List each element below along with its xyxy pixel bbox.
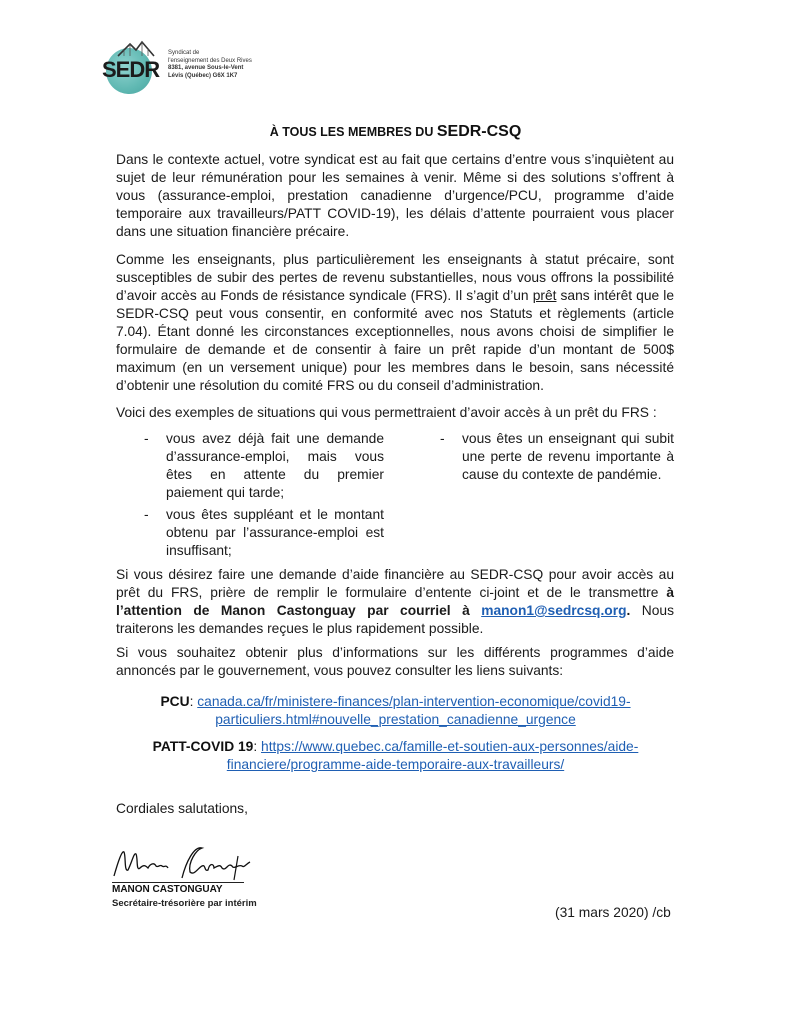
- examples-list: [116, 430, 674, 560]
- date-reference: (31 mars 2020) /cb: [555, 905, 671, 920]
- handwritten-signature: [110, 842, 260, 882]
- title-org: SEDR-CSQ: [436, 123, 522, 140]
- pcu-link[interactable]: canada.ca/fr/ministere-finances/plan-intervention-economique/covid19-: [197, 694, 631, 709]
- bullet-dash: -: [144, 507, 149, 522]
- list-item: [138, 506, 384, 560]
- link-separator: :: [253, 739, 262, 754]
- address-line2: Lévis (Québec) G6X 1K7: [168, 72, 238, 79]
- request-bold: à l’attention de Manon Castonguay par courriel à: [116, 585, 674, 618]
- list-item-text: vous êtes un enseignant qui subit une perte de revenu importante à cause du contexte de pandémie.: [462, 431, 674, 482]
- pcu-link-block: [0, 693, 791, 729]
- paragraph-frs-part1: Comme les enseignants, plus particulièrement les enseignants à statut précaire, sont susceptibles de subir des pertes de revenu substantielles, nous vous offrons la possibilité d’avoir accès au Fonds de résistance syndicale (FRS). Il s’agit d’un: [116, 252, 674, 303]
- letterhead: [100, 38, 400, 98]
- patt-link-continued[interactable]: financiere/programme-aide-temporaire-aux-travailleurs/: [226, 757, 565, 772]
- request-part1: Si vous désirez faire une demande d’aide financière au SEDR-CSQ pour avoir accès au prêt du FRS, prière de remplir le formulaire d’entente ci-joint et de le transmettre: [116, 567, 674, 600]
- signer-title: Secrétaire-trésorière par intérim: [112, 898, 257, 909]
- bridge-icon: [116, 40, 156, 58]
- pcu-label: PCU: [160, 694, 190, 709]
- signer-name: MANON CASTONGUAY: [112, 884, 223, 895]
- request-bold-end: .: [626, 603, 631, 618]
- paragraph-frs-loan: [116, 251, 674, 395]
- list-item: [434, 430, 674, 484]
- request-part2: Nous traiterons les demandes reçues le plus rapidement possible.: [116, 603, 674, 636]
- page-title: [0, 122, 791, 142]
- sedr-logo: [100, 38, 162, 96]
- paragraph-examples-intro: Voici des exemples de situations qui vous permettraient d’avoir accès à un prêt du FRS :: [116, 405, 657, 420]
- closing-salutation: Cordiales salutations,: [116, 801, 248, 816]
- title-prefix: À TOUS LES MEMBRES DU: [269, 125, 437, 139]
- org-name-line1: Syndicat de: [168, 50, 200, 56]
- paragraph-more-info: Si vous souhaitez obtenir plus d’informations sur les différents programmes d’aide annoncés par le gouvernement, vous pouvez consulter les liens suivants:: [116, 645, 674, 678]
- list-item-text: vous avez déjà fait une demande d’assurance-emploi, mais vous êtes en attente du premier paiement qui tarde;: [166, 431, 384, 500]
- paragraph-frs-part2: sans intérêt que le SEDR-CSQ peut vous consentir, en conformité avec nos Statuts et règlements (article 7.04). Étant donné les circonstances exceptionnelles, nous avons choisi de simplifier le formulaire de demande et de consentir à faire un prêt rapide d’un montant de 500$ maximum (en un versement unique) pour les membres dans le besoin, sans nécessité d’obtenir une résolution du comité FRS ou du conseil d’administration.: [116, 288, 674, 393]
- paragraph-context: Dans le contexte actuel, votre syndicat est au fait que certains d’entre vous s’inquiètent au sujet de leur rémunération pour les semaines à venir. Même si des solutions s’offrent à vous (assurance-emploi, prestation canadienne d’urgence/PCU, programme d’aide temporaire aux travailleurs/PATT COVID-19), les délais d’attente pourraient vous placer dans une situation financière précaire.: [116, 152, 674, 239]
- paragraph-request: [116, 566, 674, 638]
- signature-line: [112, 882, 244, 883]
- list-item-text: vous êtes suppléant et le montant obtenu par l’assurance-emploi est insuffisant;: [166, 507, 384, 558]
- logo-text: SEDR: [102, 57, 160, 82]
- email-link[interactable]: manon1@sedrcsq.org: [481, 603, 627, 618]
- loan-underlined: prêt: [532, 288, 557, 303]
- bullet-dash: -: [144, 431, 149, 446]
- patt-label: PATT-COVID 19: [152, 739, 254, 754]
- pcu-link-continued[interactable]: particuliers.html#nouvelle_prestation_canadienne_urgence: [215, 712, 576, 727]
- org-name-line2: l'enseignement des Deux Rives: [168, 57, 252, 64]
- address-line1: 8381, avenue Sous-le-Vent: [168, 65, 244, 71]
- org-info: [168, 50, 252, 80]
- list-item: [138, 430, 384, 502]
- patt-link[interactable]: https://www.quebec.ca/famille-et-soutien-aux-personnes/aide-: [261, 739, 639, 754]
- link-separator: :: [189, 694, 198, 709]
- patt-link-block: [0, 738, 791, 774]
- bullet-dash: -: [440, 431, 445, 446]
